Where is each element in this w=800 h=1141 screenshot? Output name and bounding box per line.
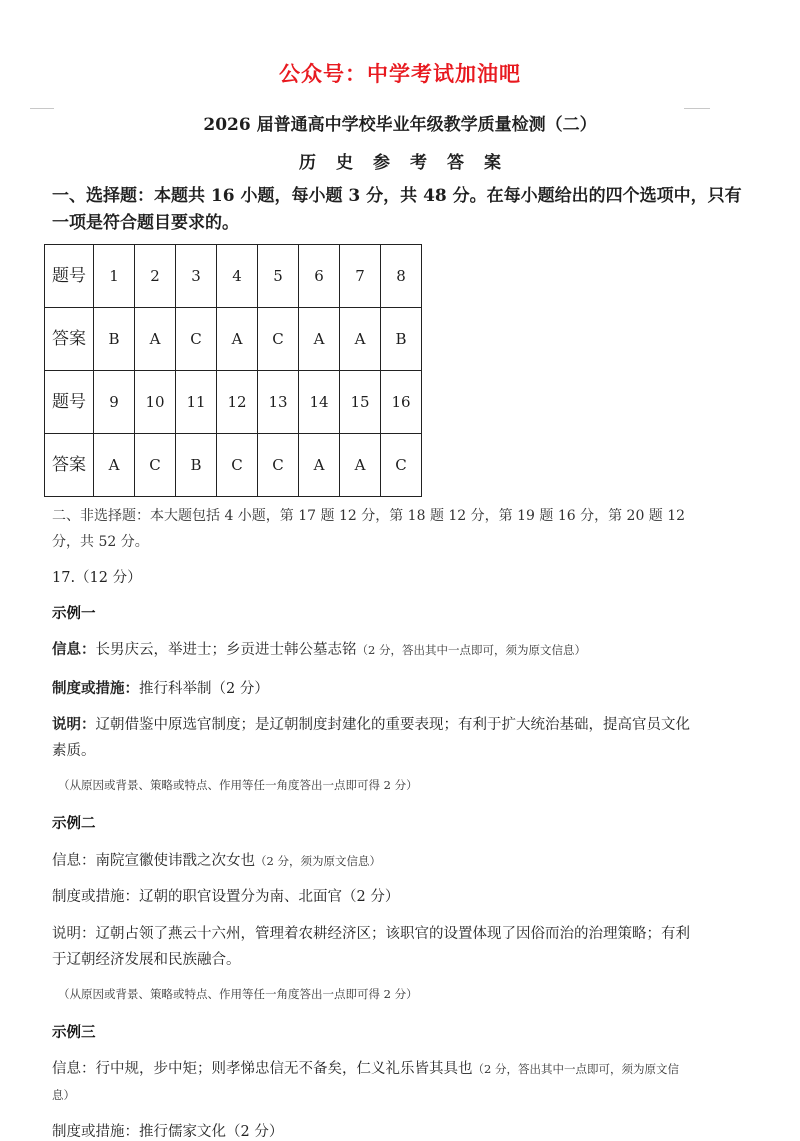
explain-text: 辽朝借鉴中原选官制度；是辽朝制度封建化的重要表现；有利于扩大统治基础，提高官员文化素质。 [52, 717, 690, 759]
table-cell: C [135, 434, 176, 497]
system-label: 制度或措施： [52, 680, 139, 697]
info-text: 长男庆云，举进士；乡贡进士韩公墓志铭 [95, 642, 357, 658]
table-cell: A [217, 308, 258, 371]
table-cell: 6 [299, 245, 340, 308]
table-cell: 2 [135, 245, 176, 308]
table-cell: 11 [176, 371, 217, 434]
table-cell: 8 [381, 245, 422, 308]
example-two-info [52, 849, 381, 870]
table-cell: B [381, 308, 422, 371]
section-two-instructions: 二、非选择题：本大题包括 4 小题，第 17 题 12 分，第 18 题 12 分，第 19 题 16 分，第 20 题 12 分，共 52 分。 [52, 508, 686, 550]
example-one-heading: 示例一 [52, 605, 96, 622]
info-label: 信息： [52, 853, 96, 869]
header-rule-left [30, 108, 54, 109]
example-two-scoring-note: （从原因或背景、策略或特点、作用等任一角度答出一点即可得 2 分） [58, 987, 418, 1001]
info-text: 南院宣徽使讳戬之次女也 [95, 853, 255, 869]
table-cell: 3 [176, 245, 217, 308]
table-cell: A [340, 308, 381, 371]
table-cell: A [299, 308, 340, 371]
table-cell: A [135, 308, 176, 371]
table-row-label: 答案 [45, 308, 94, 371]
example-two-heading: 示例二 [52, 815, 96, 832]
info-label: 信息： [52, 641, 96, 658]
table-cell: A [340, 434, 381, 497]
explain-text: 辽朝占领了燕云十六州，管理着农耕经济区；该职官的设置体现了因俗而治的治理策略；有利于辽朝经济发展和民族融合。 [52, 926, 690, 968]
explain-label: 说明： [52, 716, 96, 733]
info-note: （2 分，答出其中一点即可，须为原文信息） [52, 1062, 679, 1102]
system-label: 制度或措施： [52, 1124, 139, 1140]
table-cell: 10 [135, 371, 176, 434]
table-cell: 14 [299, 371, 340, 434]
table-row-question-numbers-1 [45, 245, 422, 308]
explain-label: 说明： [52, 926, 96, 942]
info-label: 信息： [52, 1061, 96, 1077]
question-17-heading: 17.（12 分） [52, 570, 142, 586]
info-note: （2 分，答出其中一点即可，须为原文信息） [356, 643, 586, 657]
table-row-question-numbers-2 [45, 371, 422, 434]
table-row-label: 答案 [45, 434, 94, 497]
table-row-label: 题号 [45, 371, 94, 434]
system-text: 推行儒家文化（2 分） [139, 1124, 284, 1140]
info-text: 行中规，步中矩；则孝悌忠信无不备矣，仁义礼乐皆其具也 [95, 1061, 473, 1077]
header-rule-right [684, 108, 710, 109]
example-one-system [52, 677, 269, 698]
table-row-answers-2 [45, 434, 422, 497]
table-cell: A [299, 434, 340, 497]
example-one-info [52, 638, 586, 659]
info-note: （2 分，须为原文信息） [255, 854, 381, 868]
example-one-scoring-note: （从原因或背景、策略或特点、作用等任一角度答出一点即可得 2 分） [58, 778, 418, 792]
system-text: 辽朝的职官设置分为南、北面官（2 分） [139, 889, 400, 905]
table-cell: 16 [381, 371, 422, 434]
document-title: 2026 届普通高中学校毕业年级教学质量检测（二） [203, 115, 597, 135]
table-cell: 7 [340, 245, 381, 308]
example-one-explanation [52, 712, 692, 764]
answer-table [44, 244, 422, 497]
table-cell: 4 [217, 245, 258, 308]
table-row-label: 题号 [45, 245, 94, 308]
table-cell: A [94, 434, 135, 497]
watermark-text: 公众号：中学考试加油吧 [279, 62, 521, 86]
table-cell: 15 [340, 371, 381, 434]
table-cell: B [176, 434, 217, 497]
example-two-system [52, 885, 399, 906]
example-two-explanation [52, 921, 692, 973]
document-subtitle: 历史参考答案 [299, 153, 521, 173]
table-cell: B [94, 308, 135, 371]
table-cell: 13 [258, 371, 299, 434]
table-cell: C [176, 308, 217, 371]
table-cell: 5 [258, 245, 299, 308]
example-three-info [52, 1056, 692, 1108]
section-one-instructions: 一、选择题：本题共 16 小题，每小题 3 分，共 48 分。在每小题给出的四个选项中，只有一项是符合题目要求的。 [52, 186, 742, 233]
example-three-system [52, 1120, 283, 1141]
table-cell: 1 [94, 245, 135, 308]
system-label: 制度或措施： [52, 889, 139, 905]
table-row-answers-1 [45, 308, 422, 371]
table-cell: 9 [94, 371, 135, 434]
table-cell: C [258, 434, 299, 497]
table-cell: C [258, 308, 299, 371]
table-cell: C [381, 434, 422, 497]
system-text: 推行科举制（2 分） [139, 681, 269, 697]
example-three-heading: 示例三 [52, 1024, 96, 1041]
table-cell: C [217, 434, 258, 497]
table-cell: 12 [217, 371, 258, 434]
